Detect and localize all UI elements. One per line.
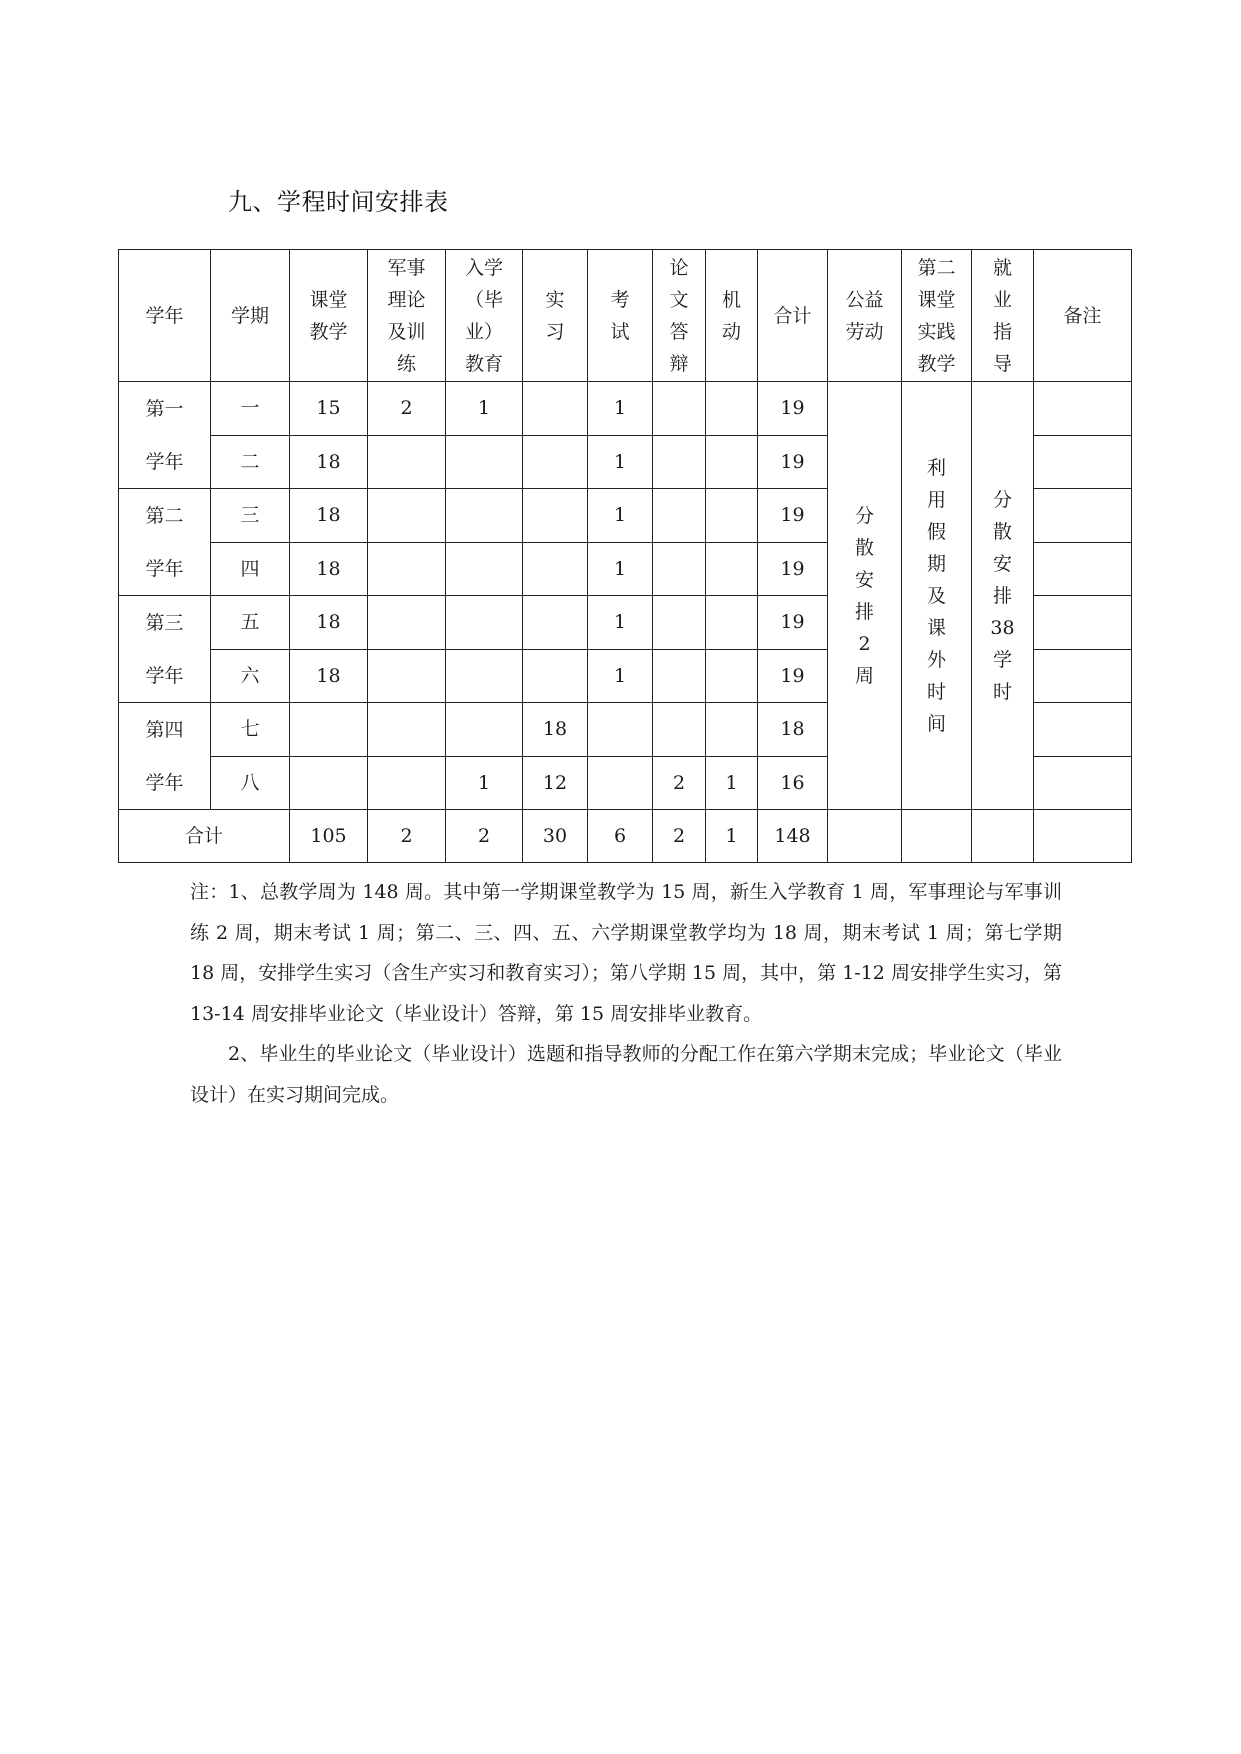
column-header-line: 考 bbox=[610, 288, 630, 311]
column-header-line: 第二 bbox=[917, 256, 956, 279]
year-cell: 第二 bbox=[119, 489, 211, 543]
column-header-line: 公益 bbox=[845, 288, 884, 311]
column-header bbox=[653, 250, 706, 382]
total-cell-thesis: 2 bbox=[653, 810, 706, 863]
cell-internship bbox=[523, 649, 588, 703]
cell-internship bbox=[523, 435, 588, 489]
column-header-line: 劳动 bbox=[845, 320, 884, 343]
cell-total: 19 bbox=[758, 649, 828, 703]
total-cell-second-classroom bbox=[902, 810, 972, 863]
year-cell: 第四 bbox=[119, 703, 211, 757]
cell-military bbox=[368, 756, 446, 810]
remark-cell bbox=[1034, 382, 1132, 436]
column-header-line: （毕 bbox=[464, 288, 503, 311]
cell-total: 19 bbox=[758, 596, 828, 650]
cell-flex bbox=[706, 489, 758, 543]
merged-text-char: 课 bbox=[926, 616, 946, 639]
column-header-line: 练 bbox=[396, 352, 416, 375]
column-header bbox=[290, 250, 368, 382]
cell-thesis bbox=[653, 542, 706, 596]
schedule-table bbox=[118, 249, 1132, 863]
merged-text-char: 38 bbox=[990, 616, 1015, 639]
merged-text-char: 散 bbox=[992, 520, 1012, 543]
total-cell-remark bbox=[1034, 810, 1132, 863]
merged-text-char: 分 bbox=[854, 504, 874, 527]
merged-text-char: 安 bbox=[992, 552, 1012, 575]
cell-flex bbox=[706, 542, 758, 596]
column-header-line: 辩 bbox=[669, 352, 689, 375]
cell-military bbox=[368, 489, 446, 543]
column-header-line: 备注 bbox=[1063, 304, 1102, 327]
column-header bbox=[523, 250, 588, 382]
term-cell: 八 bbox=[211, 756, 290, 810]
cell-military bbox=[368, 542, 446, 596]
merged-text-char: 期 bbox=[926, 552, 946, 575]
total-cell-exam: 6 bbox=[588, 810, 653, 863]
year-cell: 学年 bbox=[119, 542, 211, 596]
merged-text-char: 2 bbox=[858, 632, 871, 655]
total-cell-internship: 30 bbox=[523, 810, 588, 863]
cell-entrance bbox=[446, 596, 523, 650]
cell-exam: 1 bbox=[588, 435, 653, 489]
merged-text-char: 时 bbox=[992, 680, 1012, 703]
column-header-line: 就 bbox=[992, 256, 1012, 279]
cell-thesis bbox=[653, 489, 706, 543]
cell-internship bbox=[523, 542, 588, 596]
cell-thesis bbox=[653, 703, 706, 757]
cell-total: 18 bbox=[758, 703, 828, 757]
year-cell: 第三 bbox=[119, 596, 211, 650]
merged-text-char: 假 bbox=[926, 520, 946, 543]
cell-thesis bbox=[653, 596, 706, 650]
column-header-line: 导 bbox=[992, 352, 1012, 375]
column-header-line: 试 bbox=[610, 320, 630, 343]
column-header-line: 入学 bbox=[464, 256, 503, 279]
year-cell: 学年 bbox=[119, 649, 211, 703]
column-header-line: 答 bbox=[669, 320, 689, 343]
cell-exam bbox=[588, 756, 653, 810]
column-header-line: 实 bbox=[545, 288, 565, 311]
column-header bbox=[588, 250, 653, 382]
merged-text-char: 排 bbox=[854, 600, 874, 623]
term-cell: 三 bbox=[211, 489, 290, 543]
cell-total: 16 bbox=[758, 756, 828, 810]
column-header-line: 教育 bbox=[464, 352, 503, 375]
cell-internship bbox=[523, 489, 588, 543]
column-header-line: 业） bbox=[464, 320, 503, 343]
term-cell: 七 bbox=[211, 703, 290, 757]
cell-thesis: 2 bbox=[653, 756, 706, 810]
cell-internship bbox=[523, 596, 588, 650]
column-header-line: 论 bbox=[669, 256, 689, 279]
total-cell-classroom: 105 bbox=[290, 810, 368, 863]
column-header-line: 动 bbox=[721, 320, 741, 343]
merged-text-char: 间 bbox=[926, 712, 946, 735]
cell-total: 19 bbox=[758, 542, 828, 596]
remark-cell bbox=[1034, 756, 1132, 810]
column-header-line: 习 bbox=[545, 320, 565, 343]
cell-classroom: 15 bbox=[290, 382, 368, 436]
cell-military bbox=[368, 596, 446, 650]
note-2: 2、毕业生的毕业论文（毕业设计）选题和指导教师的分配工作在第六学期末完成；毕业论文（毕业设计）在实习期间完成。 bbox=[190, 1043, 1062, 1106]
cell-classroom bbox=[290, 756, 368, 810]
column-header-line: 及训 bbox=[387, 320, 426, 343]
total-label: 合计 bbox=[119, 810, 290, 863]
merged-career-guidance bbox=[972, 382, 1034, 810]
column-header-line: 合计 bbox=[773, 304, 812, 327]
header-row bbox=[119, 250, 1132, 382]
column-header bbox=[211, 250, 290, 382]
year-cell: 学年 bbox=[119, 435, 211, 489]
cell-total: 19 bbox=[758, 435, 828, 489]
term-cell: 二 bbox=[211, 435, 290, 489]
column-header bbox=[706, 250, 758, 382]
column-header bbox=[368, 250, 446, 382]
merged-text-char: 学 bbox=[992, 648, 1012, 671]
column-header-line: 课堂 bbox=[309, 288, 348, 311]
cell-flex bbox=[706, 649, 758, 703]
cell-classroom bbox=[290, 703, 368, 757]
cell-exam: 1 bbox=[588, 596, 653, 650]
cell-thesis bbox=[653, 435, 706, 489]
merged-text-char: 分 bbox=[992, 488, 1012, 511]
merged-text-char: 排 bbox=[992, 584, 1012, 607]
cell-classroom: 18 bbox=[290, 435, 368, 489]
total-cell-career-guidance bbox=[972, 810, 1034, 863]
cell-exam bbox=[588, 703, 653, 757]
merged-text-char: 时 bbox=[926, 680, 946, 703]
total-cell-entrance: 2 bbox=[446, 810, 523, 863]
cell-military: 2 bbox=[368, 382, 446, 436]
note-1: 注：1、总教学周为 148 周。其中第一学期课堂教学为 15 周，新生入学教育 1 周，军事理论与军事训练 2 周，期末考试 1 周；第二、三、四、五、六学期课堂教学均为 18 周，期末考试 1 周；第七学期 18 周，安排学生实习（含生产实习和教育实习）；第八学期 15 周，其中，第 1-12 周安排学生实习，第 13-14 周安排毕业论文（毕业设计）答辩，第 15 周安排毕业教育。 bbox=[190, 881, 1062, 1025]
merged-text-char: 安 bbox=[854, 568, 874, 591]
merged-public-labor bbox=[828, 382, 902, 810]
column-header-line: 军事 bbox=[387, 256, 426, 279]
merged-text-char: 及 bbox=[926, 584, 946, 607]
table-row bbox=[119, 382, 1132, 436]
column-header bbox=[119, 250, 211, 382]
remark-cell bbox=[1034, 542, 1132, 596]
cell-entrance bbox=[446, 542, 523, 596]
merged-text-char: 用 bbox=[926, 488, 946, 511]
column-header bbox=[828, 250, 902, 382]
remark-cell bbox=[1034, 435, 1132, 489]
column-header-line: 实践 bbox=[917, 320, 956, 343]
cell-entrance bbox=[446, 649, 523, 703]
column-header-line: 机 bbox=[721, 288, 741, 311]
cell-military bbox=[368, 435, 446, 489]
cell-flex bbox=[706, 703, 758, 757]
cell-exam: 1 bbox=[588, 382, 653, 436]
cell-entrance bbox=[446, 489, 523, 543]
cell-total: 19 bbox=[758, 382, 828, 436]
term-cell: 六 bbox=[211, 649, 290, 703]
remark-cell bbox=[1034, 596, 1132, 650]
total-cell-flex: 1 bbox=[706, 810, 758, 863]
cell-internship bbox=[523, 382, 588, 436]
remark-cell bbox=[1034, 703, 1132, 757]
remark-cell bbox=[1034, 649, 1132, 703]
year-cell: 学年 bbox=[119, 756, 211, 810]
total-cell-total: 148 bbox=[758, 810, 828, 863]
cell-classroom: 18 bbox=[290, 489, 368, 543]
cell-flex: 1 bbox=[706, 756, 758, 810]
column-header-line: 教学 bbox=[309, 320, 348, 343]
column-header bbox=[446, 250, 523, 382]
cell-classroom: 18 bbox=[290, 596, 368, 650]
page-title: 九、学程时间安排表 bbox=[228, 188, 449, 216]
cell-thesis bbox=[653, 649, 706, 703]
column-header bbox=[758, 250, 828, 382]
cell-exam: 1 bbox=[588, 489, 653, 543]
term-cell: 五 bbox=[211, 596, 290, 650]
merged-second-classroom bbox=[902, 382, 972, 810]
cell-military bbox=[368, 649, 446, 703]
cell-entrance bbox=[446, 435, 523, 489]
cell-exam: 1 bbox=[588, 542, 653, 596]
column-header-line: 学年 bbox=[145, 304, 184, 327]
total-cell-military: 2 bbox=[368, 810, 446, 863]
column-header bbox=[1034, 250, 1132, 382]
merged-text-char: 利 bbox=[926, 456, 946, 479]
cell-military bbox=[368, 703, 446, 757]
column-header-line: 指 bbox=[992, 320, 1012, 343]
column-header-line: 文 bbox=[669, 288, 689, 311]
merged-text-char: 外 bbox=[926, 648, 946, 671]
term-cell: 四 bbox=[211, 542, 290, 596]
column-header-line: 教学 bbox=[917, 352, 956, 375]
merged-text-char: 周 bbox=[854, 664, 874, 687]
cell-entrance: 1 bbox=[446, 756, 523, 810]
cell-classroom: 18 bbox=[290, 542, 368, 596]
cell-classroom: 18 bbox=[290, 649, 368, 703]
cell-entrance bbox=[446, 703, 523, 757]
cell-exam: 1 bbox=[588, 649, 653, 703]
cell-internship: 12 bbox=[523, 756, 588, 810]
cell-flex bbox=[706, 435, 758, 489]
cell-internship: 18 bbox=[523, 703, 588, 757]
column-header-line: 理论 bbox=[387, 288, 426, 311]
cell-flex bbox=[706, 596, 758, 650]
column-header bbox=[972, 250, 1034, 382]
cell-flex bbox=[706, 382, 758, 436]
year-cell: 第一 bbox=[119, 382, 211, 436]
column-header-line: 业 bbox=[992, 288, 1012, 311]
cell-entrance: 1 bbox=[446, 382, 523, 436]
term-cell: 一 bbox=[211, 382, 290, 436]
merged-text-char: 散 bbox=[854, 536, 874, 559]
column-header-line: 学期 bbox=[230, 304, 269, 327]
cell-total: 19 bbox=[758, 489, 828, 543]
column-header-line: 课堂 bbox=[917, 288, 956, 311]
cell-thesis bbox=[653, 382, 706, 436]
remark-cell bbox=[1034, 489, 1132, 543]
total-row bbox=[119, 810, 1132, 863]
total-cell-public-labor bbox=[828, 810, 902, 863]
notes bbox=[190, 872, 1062, 1115]
column-header bbox=[902, 250, 972, 382]
